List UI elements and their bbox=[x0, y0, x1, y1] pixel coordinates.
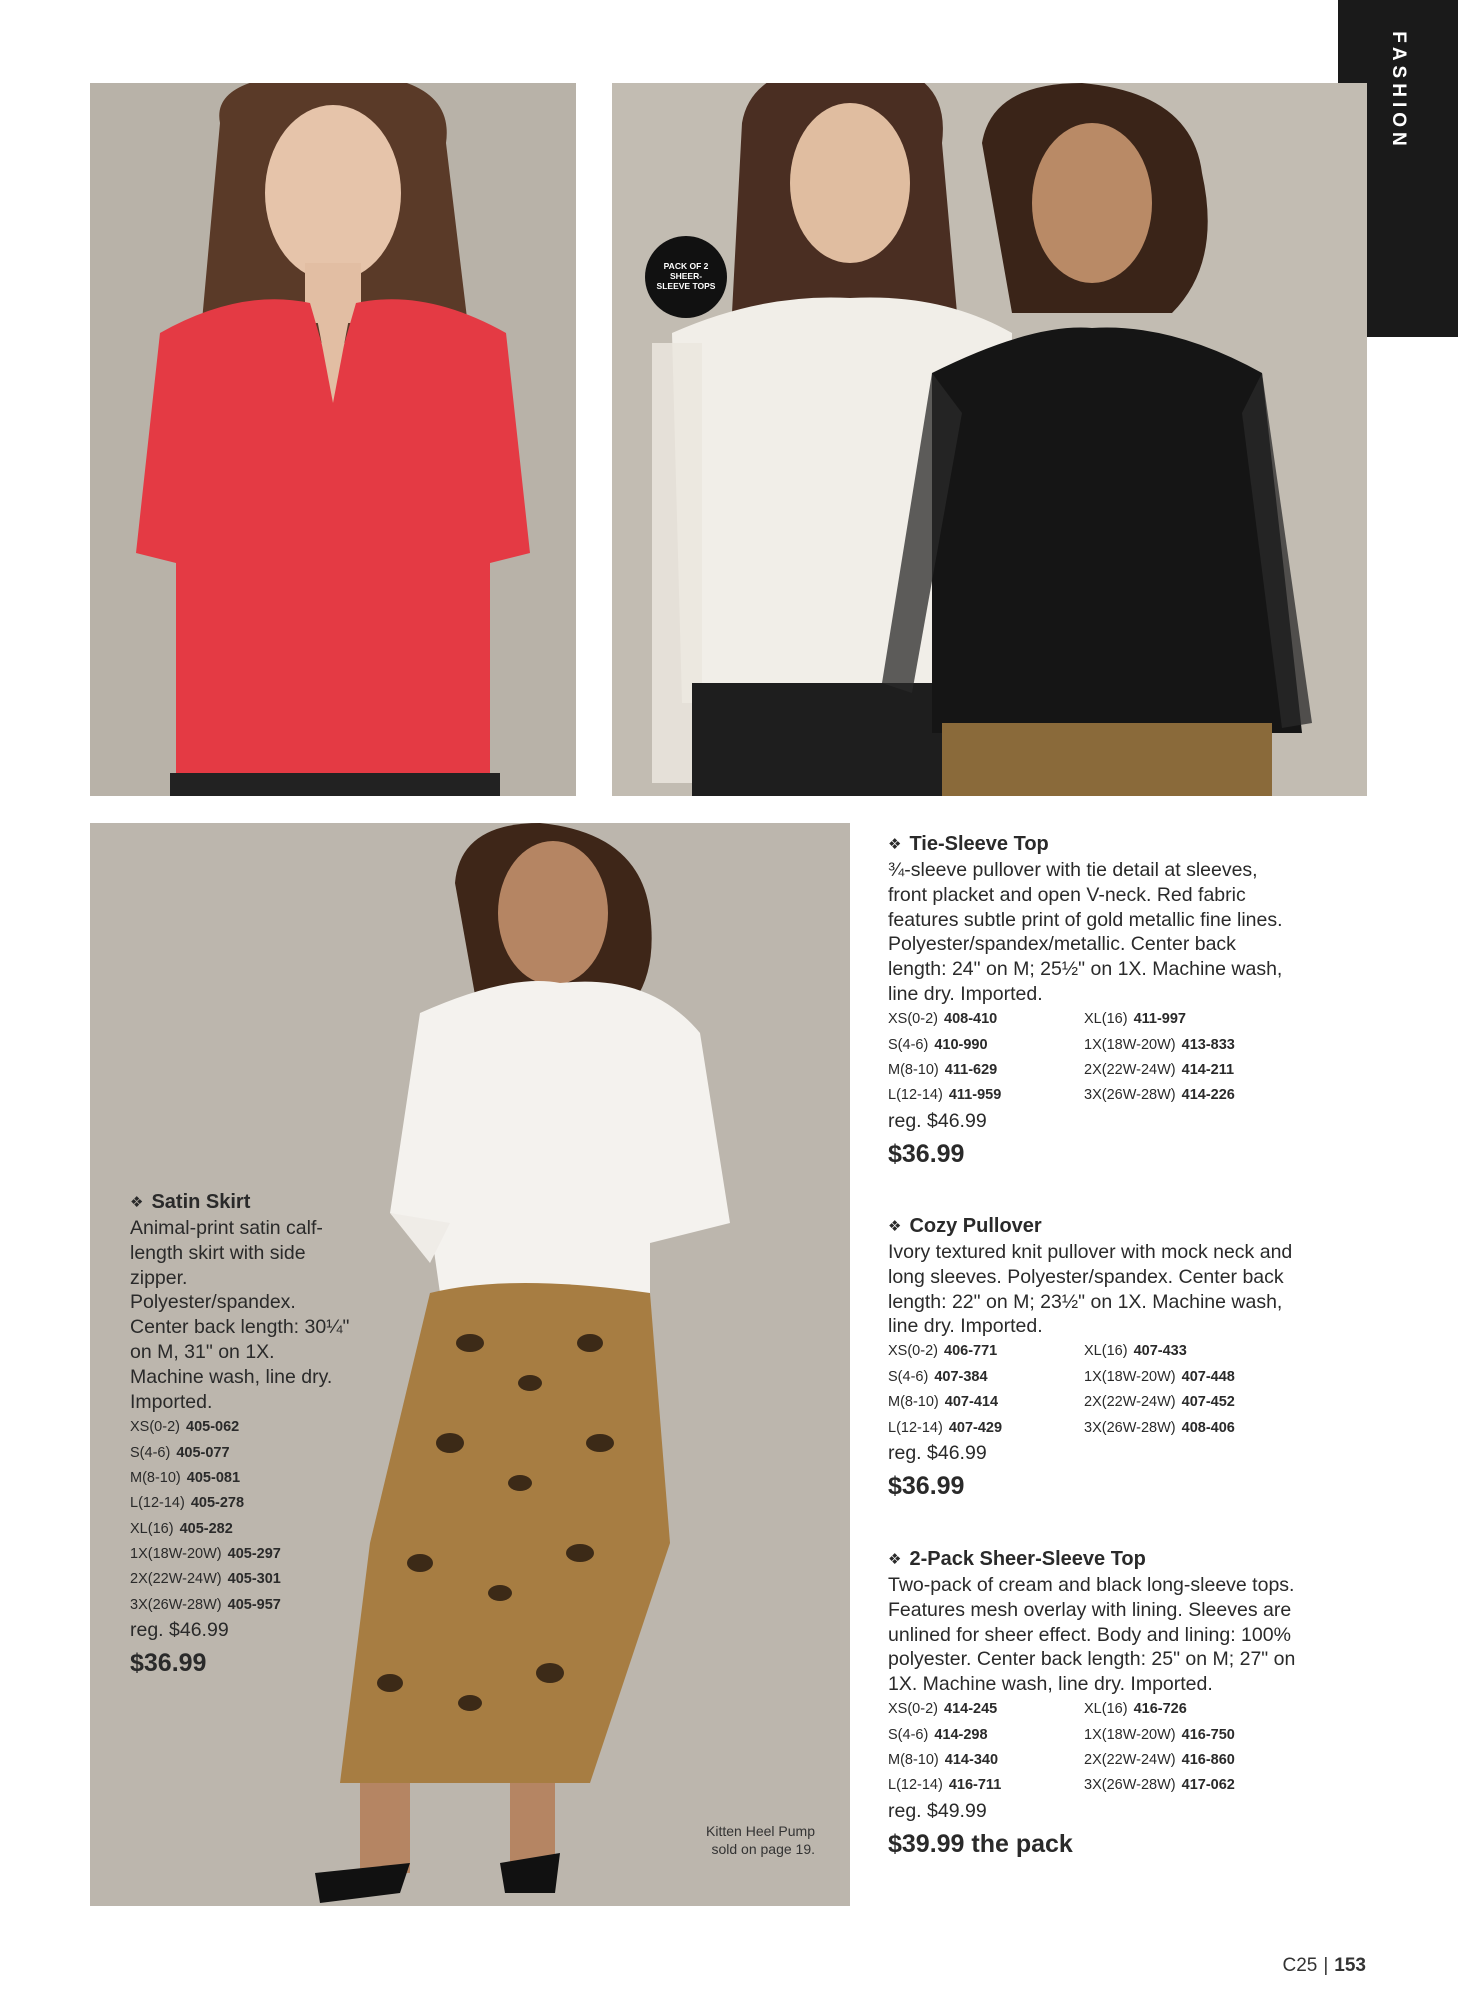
bullet-icon: ❖ bbox=[130, 1194, 144, 1212]
size-row: 3X(26W-28W) 417-062 bbox=[1084, 1777, 1235, 1794]
size-row: 1X(18W-20W) 413-833 bbox=[1084, 1036, 1235, 1053]
size-row: 2X(22W-24W) 414-211 bbox=[1084, 1062, 1235, 1079]
size-row: 1X(18W-20W) 405-297 bbox=[130, 1546, 281, 1563]
size-row: 1X(18W-20W) 407-448 bbox=[1084, 1368, 1235, 1385]
product-title: ❖ Cozy Pullover bbox=[888, 1215, 1042, 1237]
size-row: XS(0-2) 408-410 bbox=[888, 1011, 998, 1028]
tie-sleeve-top-photo bbox=[90, 83, 576, 796]
size-list bbox=[130, 1415, 350, 1618]
size-row: 2X(22W-24W) 407-452 bbox=[1084, 1394, 1235, 1411]
regular-price: reg. $46.99 bbox=[888, 1109, 987, 1132]
product-description: Ivory textured knit pullover with mock neck and long sleeves. Polyester/spandex. Center back length: 22" on M; 23½" on 1X. Machine wash, line dry. Imported. bbox=[888, 1240, 1293, 1338]
product-title: ❖ 2-Pack Sheer-Sleeve Top bbox=[888, 1548, 1146, 1570]
size-row: S(4-6) 410-990 bbox=[888, 1036, 988, 1053]
size-row: 2X(22W-24W) 416-860 bbox=[1084, 1752, 1235, 1769]
size-row: XL(16) 407-433 bbox=[1084, 1343, 1187, 1360]
size-row: 2X(22W-24W) 405-301 bbox=[130, 1571, 281, 1588]
size-row: XS(0-2) 405-062 bbox=[130, 1419, 240, 1436]
section-tab-label: FASHION bbox=[1388, 31, 1409, 151]
sale-price: $36.99 bbox=[888, 1139, 965, 1168]
bullet-icon: ❖ bbox=[888, 1218, 902, 1236]
sheer-sleeve-tops-photo bbox=[612, 83, 1367, 796]
product-sheer-sleeve-top bbox=[888, 1547, 1298, 1860]
size-row: S(4-6) 405-077 bbox=[130, 1444, 230, 1461]
size-row: M(8-10) 405-081 bbox=[130, 1469, 241, 1486]
product-satin-skirt bbox=[130, 1190, 350, 1679]
regular-price: reg. $49.99 bbox=[888, 1799, 987, 1822]
product-description: Two-pack of cream and black long-sleeve tops. Features mesh overlay with lining. Sleeves are unlined for sheer effect. Body and lining: 100% polyester. Center back length: 25" on M; 27" on 1X. Machine wash, line dry. Imported. bbox=[888, 1573, 1296, 1696]
size-list bbox=[888, 1339, 1298, 1441]
size-row: M(8-10) 411-629 bbox=[888, 1062, 998, 1079]
sale-price: $39.99 the pack bbox=[888, 1829, 1073, 1858]
page-separator: | bbox=[1323, 1955, 1329, 1976]
product-title: ❖ Tie-Sleeve Top bbox=[888, 833, 1049, 855]
size-row: L(12-14) 405-278 bbox=[130, 1495, 245, 1512]
size-row: XL(16) 405-282 bbox=[130, 1520, 233, 1537]
product-tie-sleeve-top bbox=[888, 832, 1298, 1170]
pack-badge: PACK OF 2 SHEER-SLEEVE TOPS bbox=[645, 236, 727, 318]
bullet-icon: ❖ bbox=[888, 836, 902, 854]
product-title: ❖ Satin Skirt bbox=[130, 1191, 251, 1213]
size-row: M(8-10) 407-414 bbox=[888, 1394, 999, 1411]
size-list bbox=[888, 1007, 1298, 1109]
size-row: L(12-14) 416-711 bbox=[888, 1777, 1002, 1794]
size-row: 1X(18W-20W) 416-750 bbox=[1084, 1726, 1235, 1743]
product-cozy-pullover bbox=[888, 1214, 1298, 1502]
product-description: ¾-sleeve pullover with tie detail at sleeves, front placket and open V-neck. Red fabric features subtle print of gold metallic fine lines. Polyester/spandex/metallic. Center back length: 24" on M; 25½" on 1X. Machine wash, line dry. Imported. bbox=[888, 858, 1283, 1006]
size-list bbox=[888, 1697, 1298, 1799]
sale-price: $36.99 bbox=[888, 1471, 965, 1500]
product-description: Animal-print satin calf-length skirt with side zipper. Polyester/spandex. Center back length: 30¼" on M, 31" on 1X. Machine wash, line dry. Imported. bbox=[130, 1216, 350, 1414]
size-row: L(12-14) 411-959 bbox=[888, 1087, 1002, 1104]
sale-price: $36.99 bbox=[130, 1649, 207, 1678]
size-row: 3X(26W-28W) 405-957 bbox=[130, 1596, 281, 1613]
size-row: XL(16) 416-726 bbox=[1084, 1701, 1187, 1718]
size-row: XS(0-2) 414-245 bbox=[888, 1701, 998, 1718]
size-row: S(4-6) 414-298 bbox=[888, 1726, 988, 1743]
catalog-code: C25 bbox=[1282, 1955, 1318, 1976]
shoe-note: Kitten Heel Pump sold on page 19. bbox=[706, 1823, 815, 1858]
size-row: 3X(26W-28W) 408-406 bbox=[1084, 1419, 1235, 1436]
regular-price: reg. $46.99 bbox=[130, 1619, 229, 1642]
size-row: M(8-10) 414-340 bbox=[888, 1752, 999, 1769]
size-row: S(4-6) 407-384 bbox=[888, 1368, 988, 1385]
size-row: 3X(26W-28W) 414-226 bbox=[1084, 1087, 1235, 1104]
size-row: XL(16) 411-997 bbox=[1084, 1011, 1186, 1028]
size-row: L(12-14) 407-429 bbox=[888, 1419, 1003, 1436]
regular-price: reg. $46.99 bbox=[888, 1441, 987, 1464]
size-row: XS(0-2) 406-771 bbox=[888, 1343, 998, 1360]
page-number bbox=[1283, 1955, 1367, 1977]
bullet-icon: ❖ bbox=[888, 1551, 902, 1569]
page-number-value: 153 bbox=[1334, 1955, 1366, 1976]
